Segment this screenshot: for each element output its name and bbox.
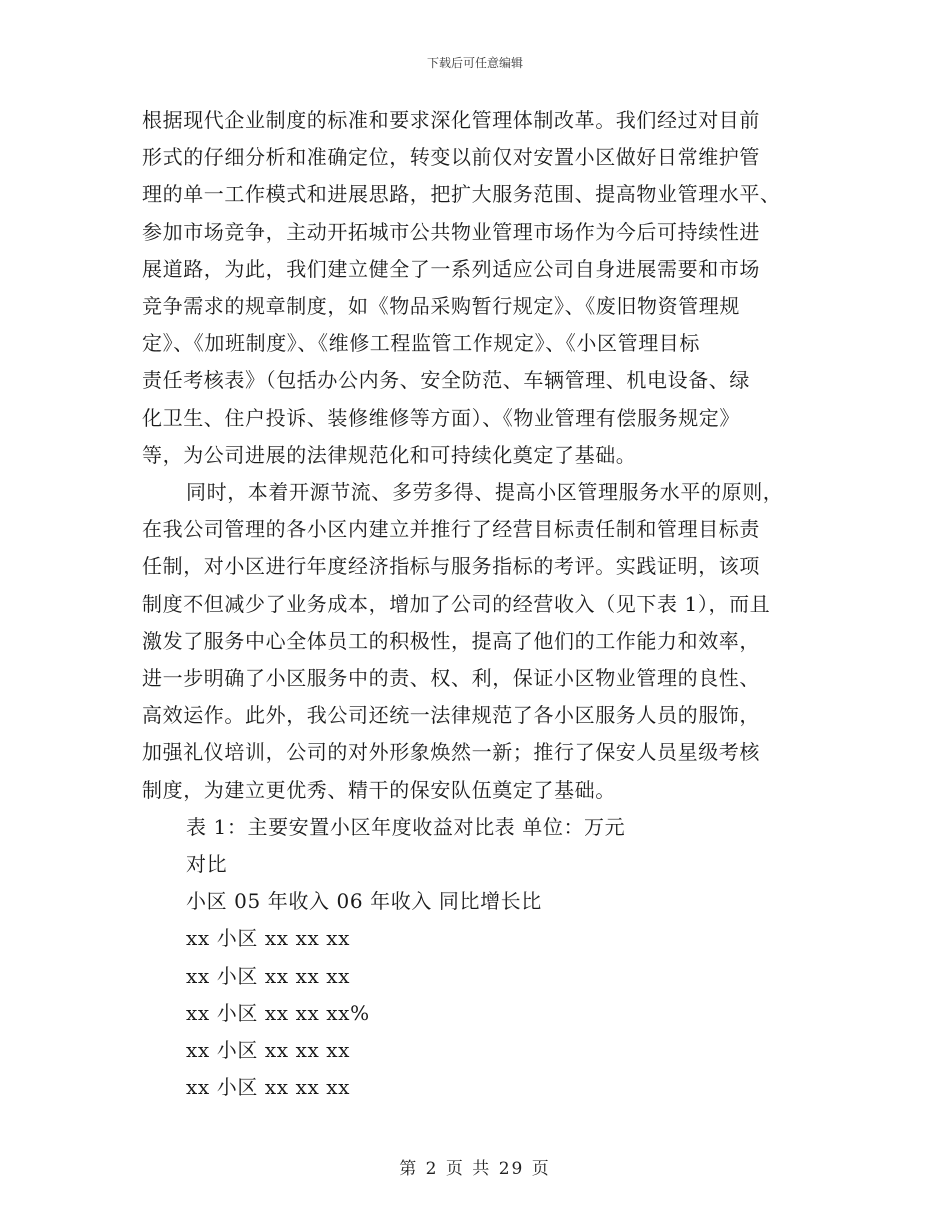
paragraph-2 <box>142 474 808 809</box>
text-line: 加强礼仪培训，公司的对外形象焕然一新；推行了保安人员星级考核 <box>142 740 760 765</box>
table-row: xx 小区 xx xx xx <box>186 963 351 988</box>
table-subheading: 对比 <box>186 852 228 877</box>
text-line: 展道路，为此，我们建立健全了一系列适应公司自身进展需要和市场 <box>142 256 760 281</box>
text-line: 责任考核表》（包括办公内务、安全防范、车辆管理、机电设备、绿 <box>142 368 750 393</box>
text-line: 激发了服务中心全体员工的积极性，提高了他们的工作能力和效率， <box>142 628 760 653</box>
text-line: 高效运作。此外，我公司还统一法律规范了各小区服务人员的服饰， <box>142 703 760 728</box>
text-line: 根据现代企业制度的标准和要求深化管理体制改革。我们经过对目前 <box>142 108 760 132</box>
text-line: 形式的仔细分析和准确定位，转变以前仅对安置小区做好日常维护管 <box>142 145 760 170</box>
text-line: 进一步明确了小区服务中的责、权、利，保证小区物业管理的良性、 <box>142 666 760 691</box>
text-line: 理的单一工作模式和进展思路，把扩大服务范围、提高物业管理水平、 <box>142 182 781 207</box>
text-line: 同时，本着开源节流、多劳多得、提高小区管理服务水平的原则， <box>186 480 784 505</box>
table-caption: 表 1：主要安置小区年度收益对比表 单位：万元 <box>186 814 626 839</box>
text-line: 定》、《加班制度》、《维修工程监管工作规定》、《小区管理目标 <box>142 331 700 356</box>
text-line: 参加市场竞争，主动开拓城市公共物业管理市场作为今后可持续性进 <box>142 219 760 244</box>
text-line: 制度不但减少了业务成本，增加了公司的经营收入（见下表 1），而且 <box>142 591 771 616</box>
document-body <box>142 102 808 1106</box>
table-header-row: 小区 05 年收入 06 年收入 同比增长比 <box>186 889 542 914</box>
revenue-table <box>142 809 808 1107</box>
table-row: xx 小区 xx xx xx <box>186 926 351 951</box>
text-line: 等，为公司进展的法律规范化和可持续化奠定了基础。 <box>142 442 637 467</box>
table-row: xx 小区 xx xx xx <box>186 1075 351 1100</box>
table-row: xx 小区 xx xx xx <box>186 1038 351 1063</box>
text-line: 竞争需求的规章制度，如《物品采购暂行规定》、《废旧物资管理规 <box>142 294 740 319</box>
text-line: 制度，为建立更优秀、精干的保安队伍奠定了基础。 <box>142 777 616 802</box>
text-line: 化卫生、住户投诉、装修维修等方面）、《物业管理有偿服务规定》 <box>142 405 740 430</box>
page-number: 第 2 页 共 29 页 <box>399 1159 551 1179</box>
text-line: 任制，对小区进行年度经济指标与服务指标的考评。实践证明，该项 <box>142 554 760 579</box>
table-row: xx 小区 xx xx xx% <box>186 1000 370 1025</box>
page-header: 下载后可任意编辑 <box>426 56 523 70</box>
paragraph-1 <box>142 102 808 474</box>
text-line: 在我公司管理的各小区内建立并推行了经营目标责任制和管理目标责 <box>142 517 760 542</box>
